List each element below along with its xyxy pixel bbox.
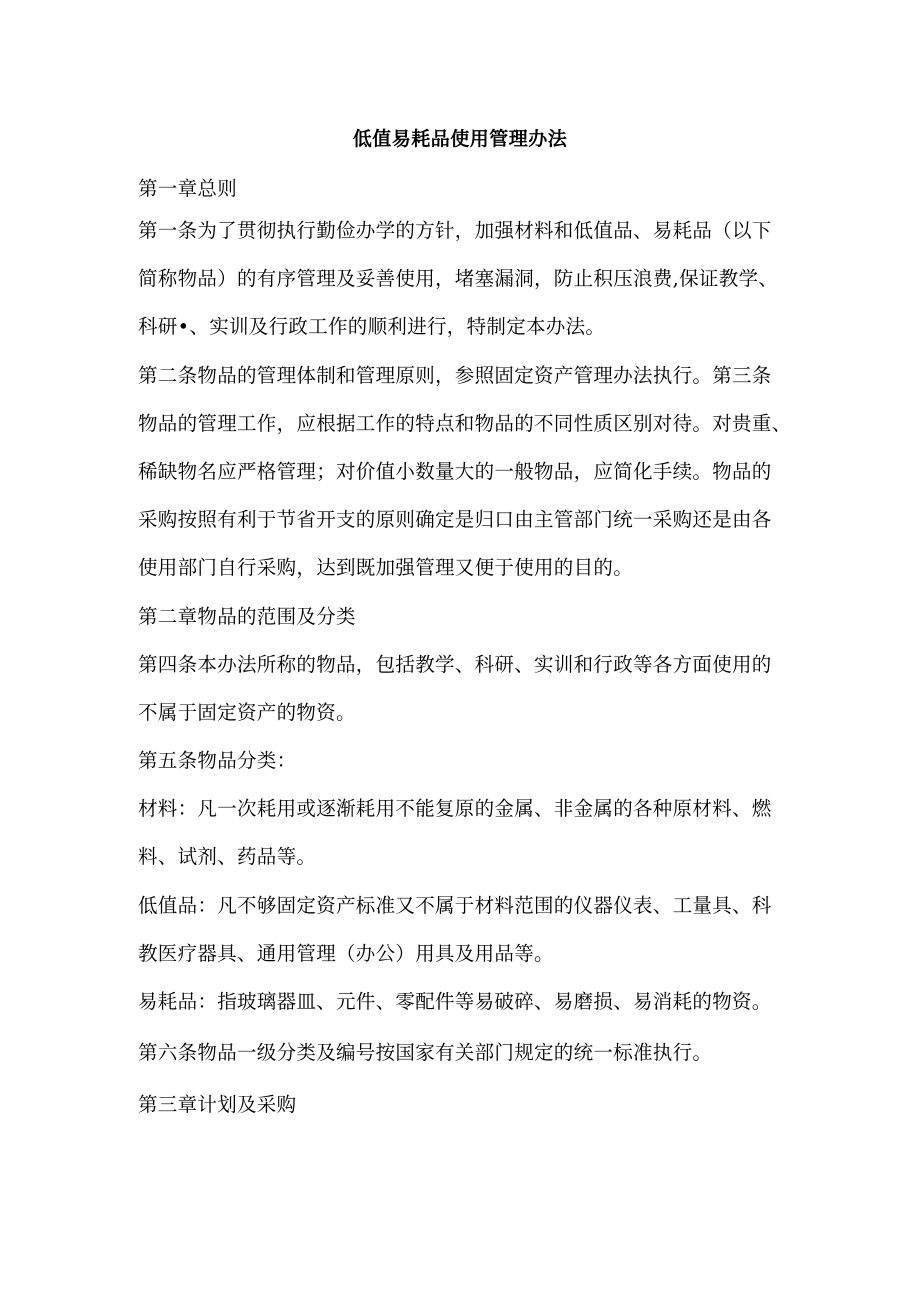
text-line: 第五条物品分类：: [138, 749, 297, 772]
text-line: 稀缺物名应严格管理；对价值小数量大的一般物品，应简化手续。物品的: [138, 460, 772, 483]
article-4-paragraph: [138, 641, 798, 737]
chapter-heading-3: [138, 1081, 798, 1129]
article-5-paragraph: [138, 737, 798, 785]
text-line: 低值品：凡不够固定资产标准又不属于材料范围的仪器仪表、工量具、科: [138, 894, 772, 917]
article-6-paragraph: [138, 1029, 798, 1077]
category-materials-paragraph: [138, 785, 798, 881]
category-consumables-paragraph: [138, 978, 798, 1026]
text-line: 第六条物品一级分类及编号按国家有关部门规定的统一标准执行。: [138, 1041, 713, 1064]
article-1-paragraph: [138, 207, 798, 351]
text-line: 第一章总则: [138, 177, 238, 200]
text-line: 料、试剂、药品等。: [138, 845, 317, 868]
text-line: 第一条为了贯彻执行勤俭办学的方针，加强材料和低值品、易耗品（以下: [138, 219, 772, 242]
text-line: 易耗品：指玻璃器皿、元件、零配件等易破碎、易磨损、易消耗的物资。: [138, 990, 772, 1013]
text-line: 科研•、实训及行政工作的顺利进行，特制定本办法。: [138, 315, 606, 338]
text-line: 采购按照有利于节省开支的原则确定是归口由主管部门统一采购还是由各: [138, 508, 772, 531]
text-line: 不属于固定资产的物资。: [138, 701, 356, 724]
chapter-heading-2: [138, 593, 798, 641]
text-line: 使用部门自行采购，达到既加强管理又便于使用的目的。: [138, 556, 634, 579]
text-line: 材料：凡一次耗用或逐渐耗用不能复原的金属、非金属的各种原材料、燃: [138, 797, 772, 820]
text-line: 第二条物品的管理体制和管理原则，参照固定资产管理办法执行。第三条: [138, 364, 772, 387]
text-line: 教医疗器具、通用管理（办公）用具及用品等。: [138, 942, 554, 965]
text-line: 简称物品）的有序管理及妥善使用，堵塞漏洞，防止积压浪费,保证教学、: [138, 267, 779, 290]
chapter-heading-1: [138, 165, 798, 213]
text-line: 第三章计划及采购: [138, 1093, 297, 1116]
document-title: 低值易耗品使用管理办法: [352, 128, 568, 150]
category-low-value-paragraph: [138, 882, 798, 978]
text-line: 第二章物品的范围及分类: [138, 605, 356, 628]
text-line: 第四条本办法所称的物品，包括教学、科研、实训和行政等各方面使用的: [138, 653, 772, 676]
text-line: 物品的管理工作，应根据工作的特点和物品的不同性质区别对待。对贵重、: [138, 412, 792, 435]
article-2-3-paragraph: [138, 352, 798, 592]
